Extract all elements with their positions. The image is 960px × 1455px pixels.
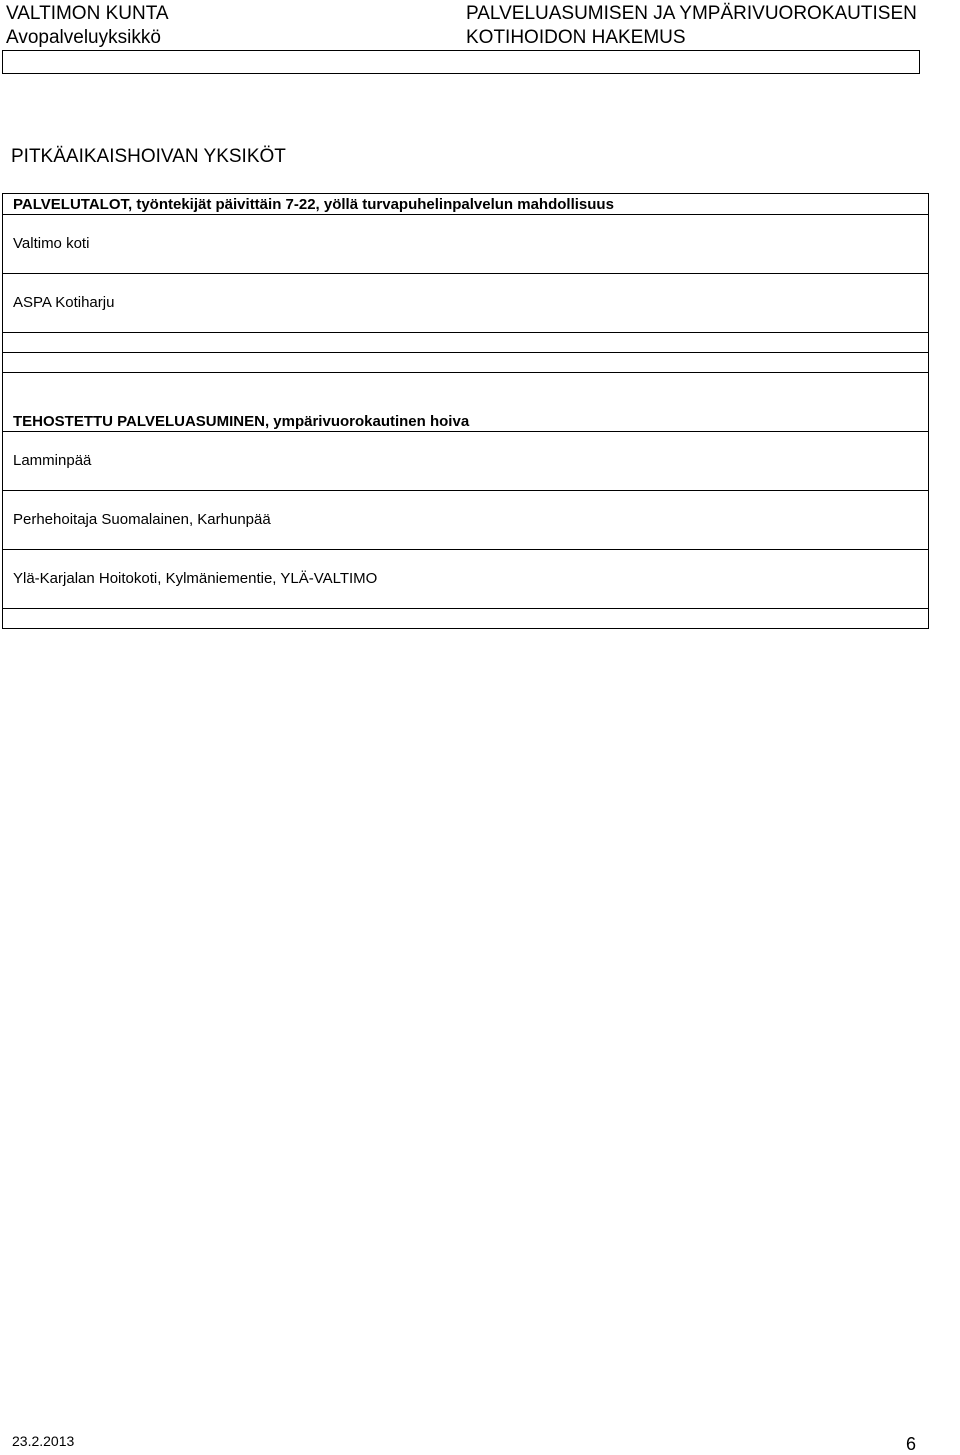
organization-name: VALTIMON KUNTA bbox=[6, 3, 169, 24]
page-heading: PITKÄAIKAISHOIVAN YKSIKÖT bbox=[11, 146, 286, 167]
document-header-left bbox=[6, 2, 169, 50]
section-title: TEHOSTETTU PALVELUASUMINEN, ympärivuorokautinen hoiva bbox=[13, 413, 470, 430]
table-row bbox=[3, 432, 928, 491]
unit-name-cell: ASPA Kotiharju bbox=[13, 294, 115, 311]
empty-row bbox=[3, 353, 928, 373]
units-table bbox=[2, 193, 929, 629]
section-header-palvelutalot bbox=[3, 194, 928, 215]
table-row bbox=[3, 491, 928, 550]
unit-name-cell: Ylä-Karjalan Hoitokoti, Kylmäniementie, YLÄ-VALTIMO bbox=[13, 570, 378, 587]
unit-name-cell: Lamminpää bbox=[13, 452, 92, 469]
section-title: PALVELUTALOT, työntekijät päivittäin 7-22, yöllä turvapuhelinpalvelun mahdollisuus bbox=[13, 196, 614, 213]
document-title-line1: PALVELUASUMISEN JA YMPÄRIVUOROKAUTISEN bbox=[466, 3, 917, 24]
document-header-right bbox=[466, 2, 917, 50]
page-number: 6 bbox=[906, 1434, 917, 1454]
table-row bbox=[3, 550, 928, 609]
header-field-box bbox=[2, 50, 920, 74]
empty-row bbox=[3, 333, 928, 353]
unit-name-cell: Valtimo koti bbox=[13, 235, 90, 252]
table-row bbox=[3, 215, 928, 274]
empty-row bbox=[3, 609, 928, 629]
unit-name-cell: Perhehoitaja Suomalainen, Karhunpää bbox=[13, 511, 271, 528]
footer-date: 23.2.2013 bbox=[12, 1433, 75, 1449]
table-row bbox=[3, 274, 928, 333]
section-header-tehostettu bbox=[3, 373, 928, 432]
unit-name: Avopalveluyksikkö bbox=[6, 27, 161, 48]
document-title-line2: KOTIHOIDON HAKEMUS bbox=[466, 27, 686, 48]
